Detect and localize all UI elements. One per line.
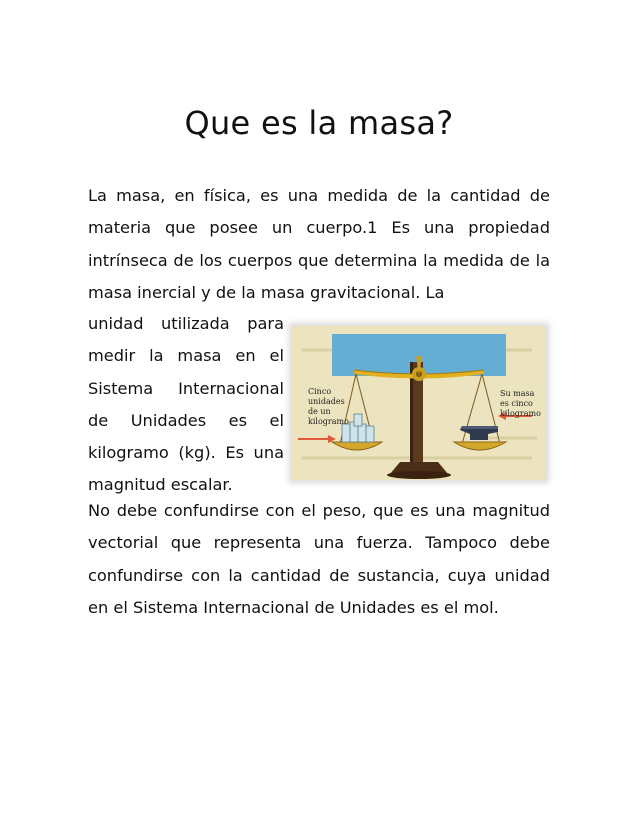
paragraph-intro: La masa, en física, es una medida de la cantidad de materia que posee un cuerpo.1 Es una propiedad intrínseca de los cuerpos que determina la medida de la masa inercial y de la masa gravitacional. La: [88, 186, 550, 302]
balance-scale-illustration: [292, 326, 546, 480]
right-label-line1: Su masa: [500, 389, 535, 398]
left-label-line2: unidades: [308, 397, 345, 406]
paragraph-weight: No debe confundirse con el peso, que es una magnitud vectorial que representa una fuerza. Tampoco debe confundirse con la cantidad de sustancia, cuya unidad en el Sistema Internacional de Unidades es el mol.: [88, 501, 550, 617]
right-label-line2: es cinco: [500, 399, 533, 408]
balance-scale-icon: [292, 326, 546, 480]
page-title: Que es la masa?: [184, 104, 454, 143]
paragraph-unit: unidad utilizada para medir la masa en el Sistema Internacional de Unidades es el kilogramo (kg). Es una magnitud escalar.: [88, 314, 284, 495]
left-label-line4: kilogramo: [308, 417, 349, 426]
left-label-line1: Cinco: [308, 387, 332, 396]
right-label-line3: kilogramo: [500, 409, 541, 418]
left-label-line3: de un: [308, 407, 331, 416]
